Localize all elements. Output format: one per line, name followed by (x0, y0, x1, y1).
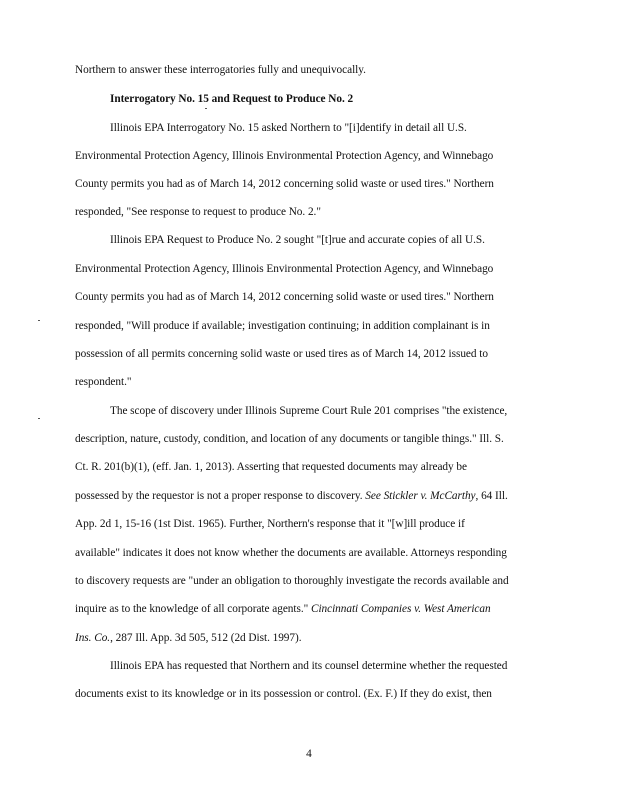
body-text-line: Illinois EPA Interrogatory No. 15 asked Northern to "[i]dentify in detail all U.S. (110, 122, 467, 134)
body-text-line: responded, "See response to request to produce No. 2." (75, 206, 321, 218)
body-text-line: available" indicates it does not know whether the documents are available. Attorneys responding (75, 547, 507, 559)
case-citation: See Stickler v. McCarthy (365, 490, 476, 502)
case-citation: Cincinnati Companies v. West American (310, 603, 491, 615)
body-text-line: County permits you had as of March 14, 2012 concerning solid waste or used tires." Northern (75, 291, 494, 303)
scan-speck (38, 320, 40, 321)
case-citation: Ins. Co. (75, 632, 111, 644)
body-text-line: County permits you had as of March 14, 2012 concerning solid waste or used tires." Northern (75, 178, 494, 190)
body-text-segment: , 287 Ill. App. 3d 505, 512 (2d Dist. 1997). (110, 632, 302, 644)
body-text-line: respondent." (75, 376, 132, 388)
section-heading: Interrogatory No. 15 and Request to Produce No. 2 (110, 93, 354, 105)
body-text-line: Ct. R. 201(b)(1), (eff. Jan. 1, 2013). Asserting that requested documents may already be (75, 461, 467, 473)
body-text-line: responded, "Will produce if available; investigation continuing; in addition complainant is in (75, 320, 490, 332)
body-text-segment: , 64 Ill. (475, 490, 508, 502)
scan-speck (38, 418, 40, 419)
body-text-segment: possessed by the requestor is not a proper response to discovery. (75, 490, 363, 502)
body-text-line (75, 603, 491, 615)
page-number: 4 (306, 748, 312, 760)
body-text-line: Northern to answer these interrogatories fully and unequivocally. (75, 64, 366, 76)
body-text-line (75, 490, 508, 502)
body-text-line: to discovery requests are "under an obligation to thoroughly investigate the records available and (75, 575, 509, 587)
body-text-line: Environmental Protection Agency, Illinois Environmental Protection Agency, and Winnebago (75, 150, 494, 162)
body-text-line: Environmental Protection Agency, Illinois Environmental Protection Agency, and Winnebago (75, 263, 494, 275)
body-text-line: documents exist to its knowledge or in its possession or control. (Ex. F.) If they do exist, then (75, 688, 492, 700)
body-text-line: description, nature, custody, condition, and location of any documents or tangible things." Ill. S. (75, 433, 504, 445)
body-text-line: App. 2d 1, 15-16 (1st Dist. 1965). Further, Northern's response that it "[w]ill produce if (75, 518, 465, 530)
scan-speck (205, 108, 207, 109)
body-text-segment: inquire as to the knowledge of all corporate agents." (75, 603, 309, 615)
body-text-line: Illinois EPA Request to Produce No. 2 sought "[t]rue and accurate copies of all U.S. (110, 234, 485, 246)
body-text-line: possession of all permits concerning solid waste or used tires as of March 14, 2012 issued to (75, 348, 488, 360)
body-text-line: The scope of discovery under Illinois Supreme Court Rule 201 comprises "the existence, (110, 405, 508, 417)
body-text-line (75, 632, 302, 644)
body-text-line: Illinois EPA has requested that Northern and its counsel determine whether the requested (110, 660, 508, 672)
